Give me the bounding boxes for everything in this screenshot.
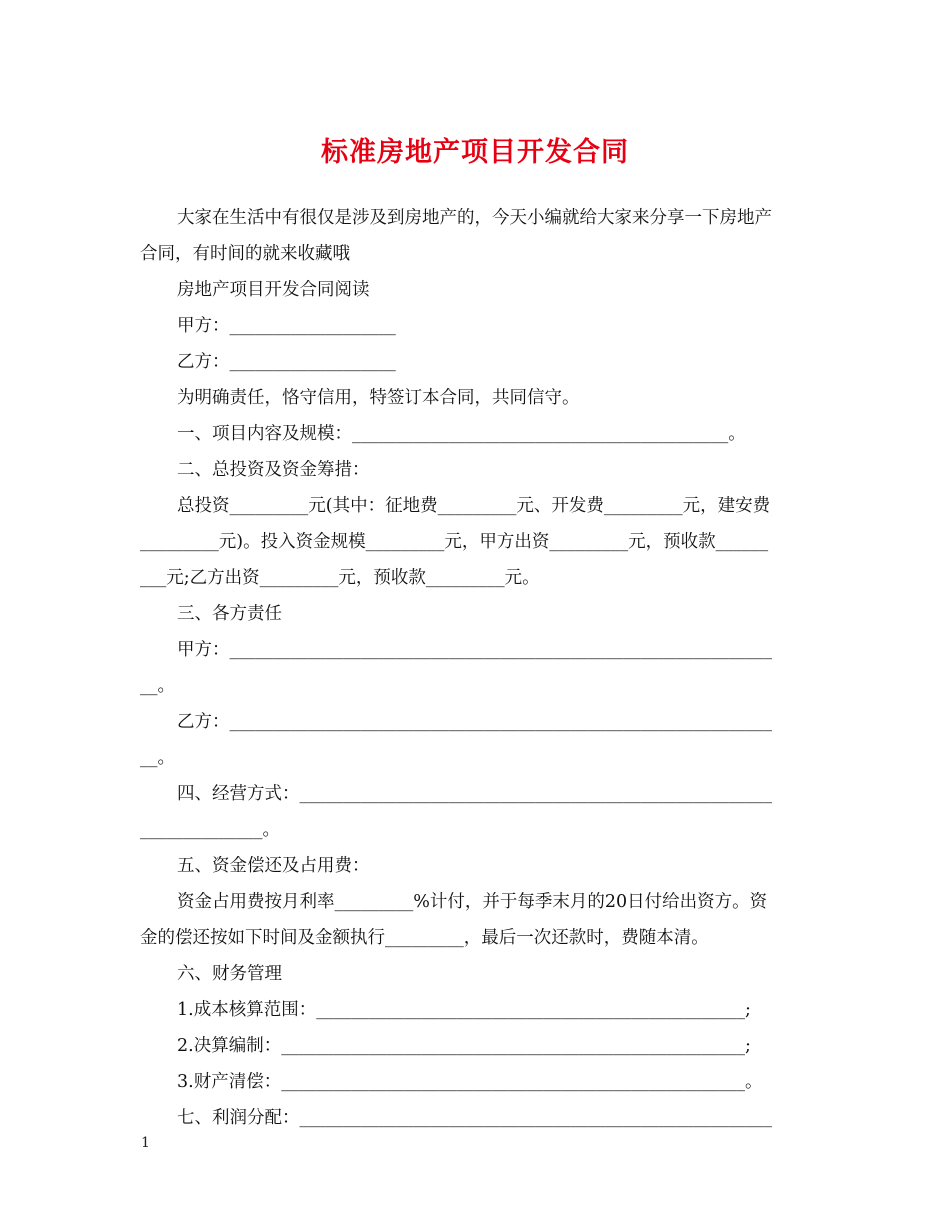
paragraph-line: __。 [140,748,175,768]
paragraph-line: 合同，有时间的就来收藏哦 [140,244,350,264]
paragraph-line: 甲方：______________________________________________________________ [177,640,772,660]
paragraph-line: 乙方：______________________________________________________________ [177,712,772,732]
paragraph-line: ___元;乙方出资_________元，预收款_________元。 [140,568,540,588]
paragraph-line: 五、资金偿还及占用费： [177,856,370,876]
paragraph-line: 六、财务管理 [177,964,282,984]
paragraph-line: ______________。 [140,820,280,840]
paragraph-line: _________元)。投入资金规模_________元，甲方出资_________元，预收款______ [140,532,769,552]
document-title: 标准房地产项目开发合同 [321,137,629,168]
page-number: 1 [141,1135,150,1151]
paragraph-line: 总投资_________元(其中：征地费_________元、开发费_________元，建安费 [177,496,771,516]
paragraph-line: 一、项目内容及规模：___________________________________________。 [177,424,746,444]
paragraph-line: 2.决算编制：_____________________________________________________; [177,1036,751,1056]
paragraph-line: 房地产项目开发合同阅读 [177,280,370,300]
paragraph-line: 三、各方责任 [177,604,282,624]
paragraph-line: 1.成本核算范围：_________________________________________________; [177,1000,751,1020]
paragraph-line: 甲方：___________________ [177,316,396,336]
paragraph-line: 大家在生活中有很仅是涉及到房地产的，今天小编就给大家来分享一下房地产 [177,208,772,228]
paragraph-line: 3.财产清偿：_____________________________________________________。 [177,1072,763,1092]
paragraph-line: 资金占用费按月利率_________%计付，并于每季末月的20日付给出资方。资 [177,892,768,912]
paragraph-line: 金的偿还按如下时间及金额执行_________，最后一次还款时，费随本清。 [140,928,709,948]
document-body [140,200,812,1136]
paragraph-line: __。 [140,676,175,696]
paragraph-line: 乙方：___________________ [177,352,396,372]
paragraph-line: 为明确责任，恪守信用，特签订本合同，共同信守。 [177,388,580,408]
paragraph-line: 七、利润分配：______________________________________________________ [177,1108,772,1128]
paragraph-line: 二、总投资及资金筹措： [177,460,370,480]
paragraph-line: 四、经营方式：______________________________________________________ [177,784,772,804]
